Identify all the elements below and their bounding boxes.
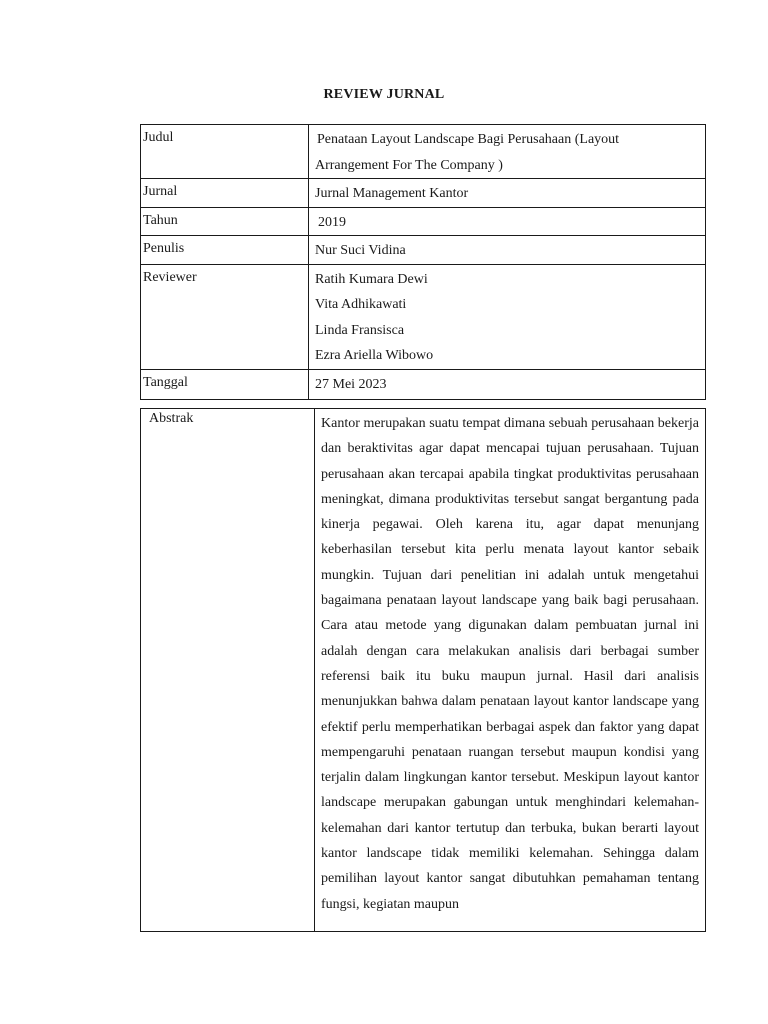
- jurnal-label: Jurnal: [141, 179, 309, 208]
- reviewer-name: Linda Fransisca: [315, 322, 405, 338]
- document-title: REVIEW JURNAL: [323, 87, 445, 102]
- abstract-text: Kantor merupakan suatu tempat dimana sebuah perusahaan bekerja dan beraktivitas agar dapat mencapai tujuan perusahaan. Tujuan perusahaan akan tercapai apabila tingkat produktivitas perusahaan meningkat, dimana produktivitas tersebut sangat bergantung pada kinerja pegawai. Oleh karena itu, agar dapat menunjang keberhasilan tersebut kita perlu menata layout kantor sebaik mungkin. Tujuan dari penelitian ini adalah untuk mengetahui bagaimana penataan layout landscape yang baik bagi perusahaan. Cara atau metode yang digunakan dalam pembuatan jurnal ini adalah dengan cara melakukan analisis dari berbagai sumber referensi baik itu buku maupun jurnal. Hasil dari analisis menunjukkan bahwa dalam penataan layout kantor landscape yang efektif perlu memperhatikan berbagai aspek dan faktor yang dapat mempengaruhi penataan ruangan tersebut maupun kondisi yang terjalin dalam lingkungan kantor tersebut. Meskipun layout kantor landscape merupakan gabungan untuk menghindari kelemahan-kelemahan dari kantor tertutup dan terbuka, bukan berarti layout kantor landscape tidak memiliki kelemahan. Sehingga dalam pemilihan layout kantor sangat dibutuhkan pemahaman tentang fungsi, kegiatan maupun: [321, 416, 699, 912]
- reviewer-list: [309, 264, 706, 369]
- abstract-cell: [315, 409, 706, 932]
- table-row: [141, 369, 706, 399]
- abstract-label: Abstrak: [141, 409, 315, 932]
- jurnal-value: Jurnal Management Kantor: [309, 179, 706, 208]
- judul-line-2: Arrangement For The Company ): [315, 157, 503, 173]
- table-row: [141, 409, 706, 932]
- table-row: [141, 236, 706, 265]
- table-row: [141, 264, 706, 369]
- reviewer-name: Vita Adhikawati: [315, 297, 407, 312]
- tahun-value: 2019: [309, 207, 706, 236]
- tahun-label: Tahun: [141, 207, 309, 236]
- table-row: [141, 207, 706, 236]
- tanggal-value: 27 Mei 2023: [309, 369, 706, 399]
- penulis-label: Penulis: [141, 236, 309, 265]
- tanggal-label: Tanggal: [141, 369, 309, 399]
- reviewer-label: Reviewer: [141, 264, 309, 369]
- table-row: [141, 125, 706, 179]
- judul-value: [309, 125, 706, 179]
- judul-label: Judul: [141, 125, 309, 179]
- penulis-value: Nur Suci Vidina: [309, 236, 706, 265]
- abstract-table: [140, 408, 706, 932]
- reviewer-name: Ratih Kumara Dewi: [315, 271, 428, 287]
- journal-info-table: [140, 124, 706, 400]
- table-row: [141, 179, 706, 208]
- reviewer-name: Ezra Ariella Wibowo: [315, 348, 434, 363]
- judul-line-1: Penataan Layout Landscape Bagi Perusahaan (Layout: [317, 132, 620, 147]
